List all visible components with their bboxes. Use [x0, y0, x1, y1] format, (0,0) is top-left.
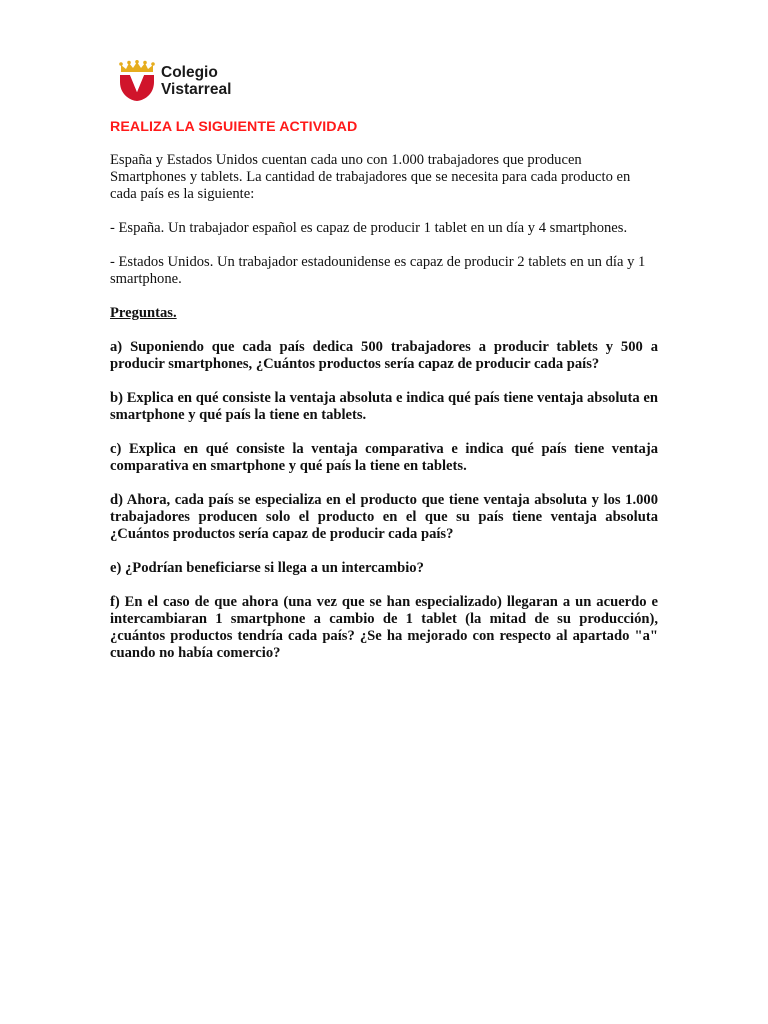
activity-heading: REALIZA LA SIGUIENTE ACTIVIDAD	[110, 119, 358, 135]
question-b: b) Explica en qué consiste la ventaja absoluta e indica qué país tiene ventaja absoluta en smartphone y qué país la tiene en tablets.	[110, 390, 658, 423]
crest-icon	[118, 60, 156, 102]
question-f: f) En el caso de que ahora (una vez que se han especializado) llegaran a un acuerdo e intercambiaran 1 smartphone a cambio de 1 tablet (la mitad de su producción), ¿cuántos productos tendría cada país? ¿Se ha mejorado con respecto al apartado "a" cuando no había comercio?	[110, 594, 658, 661]
school-logo	[118, 60, 231, 102]
school-name-line1: Colegio	[161, 64, 218, 81]
question-c: c) Explica en qué consiste la ventaja comparativa e indica qué país tiene ventaja comparativa en smartphone y qué país la tiene en tablets.	[110, 441, 658, 474]
crown-icon	[119, 60, 155, 72]
school-name-line2: Vistarreal	[161, 81, 232, 98]
list-item: - Estados Unidos. Un trabajador estadounidense es capaz de producir 2 tablets en un día y 1 smartphone.	[110, 254, 646, 287]
school-name	[161, 64, 231, 98]
question-a: a) Suponiendo que cada país dedica 500 trabajadores a producir tablets y 500 a producir smartphones, ¿Cuántos productos sería capaz de producir cada país?	[110, 339, 658, 372]
document-body	[110, 119, 658, 679]
list-item: - España. Un trabajador español es capaz de producir 1 tablet en un día y 4 smartphones.	[110, 220, 628, 236]
questions-title: Preguntas.	[110, 305, 177, 321]
intro-paragraph: España y Estados Unidos cuentan cada uno con 1.000 trabajadores que producen Smartphones y tablets. La cantidad de trabajadores que se necesita para cada producto en cada país es la siguiente:	[110, 152, 631, 202]
question-d: d) Ahora, cada país se especializa en el producto que tiene ventaja absoluta y los 1.000 trabajadores producen solo el producto en el que su país tiene ventaja absoluta ¿Cuántos productos sería capaz de producir cada país?	[110, 492, 658, 542]
question-e: e) ¿Podrían beneficiarse si llega a un intercambio?	[110, 560, 424, 576]
